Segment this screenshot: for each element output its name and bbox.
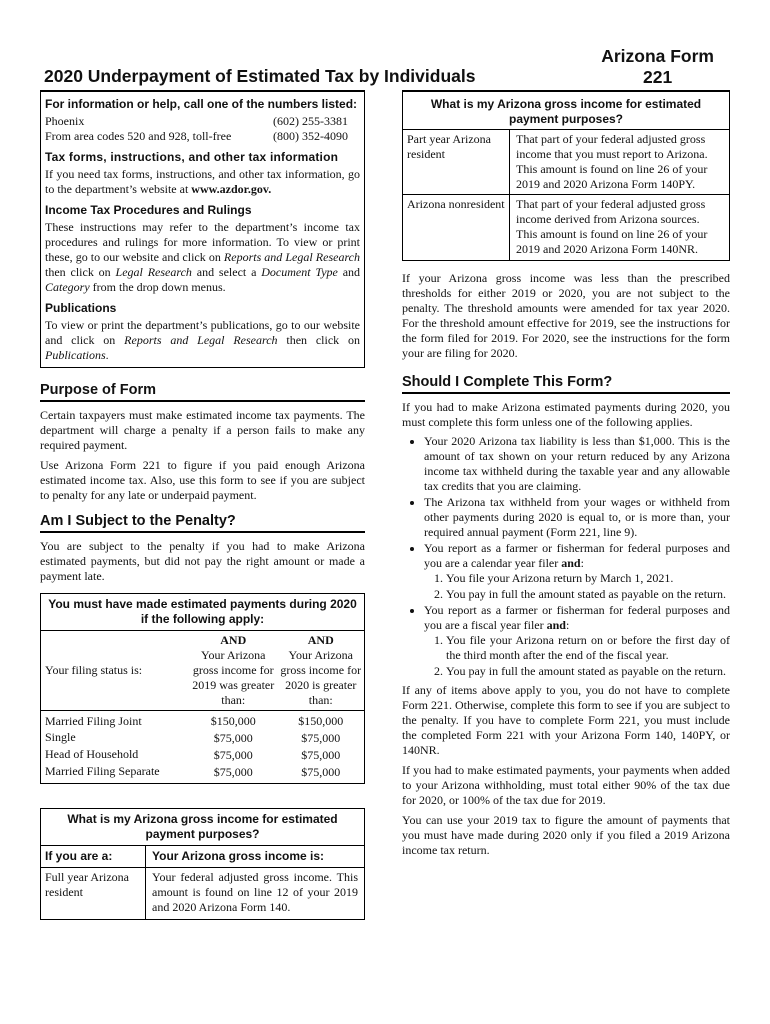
gross-table-h1: If you are a: [41,846,146,868]
phone-number: (800) 352-4090 [273,129,348,143]
info-box [40,92,365,368]
filing-status-label: Your filing status is: [41,631,190,711]
complete-heading: Should I Complete This Form? [402,374,730,394]
form-number-line2: 221 [643,67,673,87]
table-row: Married Filing Joint $150,000 $150,000 [45,714,344,728]
form-number [601,46,714,88]
complete-p3: You can use your 2019 tax to figure the amount of payments that you must have made during 2020 only if you filed a 2019 Arizona income tax return. [402,813,730,857]
info-header: For information or help, call one of the numbers listed: [45,97,358,111]
phone-label: From area codes 520 and 928, toll-free [45,129,232,143]
sub-list [424,633,730,679]
complete-intro: If you had to make Arizona estimated payments during 2020, you must complete this form unless one of the following applies. [402,400,730,429]
phone-row-phoenix [45,114,360,129]
complete-p1: If any of items above apply to you, you do not have to complete Form 221. Otherwise, complete this form to see if you are subject to the penalty. If you have to complete Form 221, you must include the completed Form 221 with your Arizona Form 140, 140PY, or 140NR. [402,683,730,757]
tax-forms-heading: Tax forms, instructions, and other tax information [45,150,339,164]
subject-heading: Am I Subject to the Penalty? [40,513,365,533]
table-row: Part year Arizona resident That part of your federal adjusted gross income that you must report to Arizona. This amount is found on line 26 of your 2019 and 2020 Arizona Form 140PY. [403,130,730,195]
threshold-paragraph: If your Arizona gross income was less than the prescribed thresholds for either 2019 or 2020, you are not subject to the penalty. The threshold amounts were amended for tax year 2020. For the threshold amount effective for 2019, see the instructions for the form filed for 2019. For 2020, see the instructions for the form your are filing for 2020. [402,271,730,360]
left-column [40,92,365,920]
list-item: • Your 2020 Arizona tax liability is less than $1,000. This is the amount of tax shown on your return reduced by any Arizona income tax withheld during the taxable year and any allowable tax credits that you are claiming. [424,434,730,494]
table-row: Married Filing Separate $75,000 $75,000 [45,764,341,779]
col-2019-header: AND Your Arizona gross income for 2019 was greater than: [189,631,278,711]
form-number-line1: Arizona Form [601,46,714,66]
document-title: 2020 Underpayment of Estimated Tax by Individuals [44,66,476,86]
phone-number: (602) 255-3381 [273,114,348,128]
gross-table-h2: Your Arizona gross income is: [146,846,365,868]
list-item: 1. You file your Arizona return by March 1, 2021. [446,571,730,586]
purpose-p2: Use Arizona Form 221 to figure if you paid enough Arizona estimated income tax. Also, use this form to see if you are subject to penalty for any late or underpaid payment. [40,458,365,502]
website-link[interactable]: www.azdor.gov. [191,182,272,196]
table-row: Full year Arizona resident Your federal adjusted gross income. This amount is found on line 12 of your 2019 and 2020 Arizona Form 140. [41,868,365,920]
list-item: 1. You file your Arizona return on or before the first day of the third month after the end of the fiscal year. [446,633,730,663]
gross-income-table-right [402,92,730,261]
purpose-heading: Purpose of Form [40,382,365,402]
list-item: • You report as a farmer or fisherman for federal purposes and you are a calendar year filer and: 1. You file your Arizona return by March 1, 2021. 2. You pay in full the amount stated as payable on the return. [424,541,730,602]
payments-table-title: You must have made estimated payments during 2020 if the following apply: [41,594,365,631]
table-row: Arizona nonresident That part of your federal adjusted gross income derived from Arizona sources. This amount is found on line 26 of your 2019 and 2020 Arizona Form 140NR. [403,195,730,261]
list-item: • You report as a farmer or fisherman for federal purposes and you are a fiscal year filer and: 1. You file your Arizona return on or before the first day of the third month after the end of the fiscal year. 2. You pay in full the amount stated as payable on the return. [424,603,730,679]
table-row: Head of Household $75,000 $75,000 [45,747,341,762]
phone-row-tollfree [45,129,360,144]
exceptions-list [402,434,730,679]
list-item: 2. You pay in full the amount stated as payable on the return. [446,587,730,602]
phone-label: Phoenix [45,114,85,128]
rulings-text: These instructions may refer to the department’s income tax procedures and rulings for more information. To view or print these, go to our website and click on Reports and Legal Research then click on Legal Research and select a Document Type and Category from the drop down menus. [45,220,361,294]
subject-p1: You are subject to the penalty if you had to make Arizona estimated payments, but did not pay the right amount or made a payment late. [40,539,365,583]
tax-forms-text: If you need tax forms, instructions, and other tax information, go to the department’s website at www.azdor.gov. [45,167,360,196]
table-row: Single $75,000 $75,000 [45,730,341,745]
gross-table-title: What is my Arizona gross income for estimated payment purposes? [41,809,365,846]
estimated-payments-table [40,593,365,784]
col-2020-header: AND Your Arizona gross income for 2020 is greater than: [278,631,365,711]
gross-table-title: What is my Arizona gross income for estimated payment purposes? [403,92,730,130]
sub-list [424,571,730,602]
list-item: 2. You pay in full the amount stated as payable on the return. [446,664,730,679]
gross-income-table-left [40,808,365,920]
publications-text: To view or print the department’s publications, go to our website and click on Reports and Legal Research then click on Publications. [45,318,361,362]
right-column [402,92,730,858]
rulings-heading: Income Tax Procedures and Rulings [45,203,252,217]
publications-heading: Publications [45,301,117,315]
complete-p2: If you had to make estimated payments, your payments when added to your Arizona withholding, must total either 90% of the tax due for 2020, or 100% of the tax due for 2019. [402,763,730,807]
purpose-p1: Certain taxpayers must make estimated income tax payments. The department will charge a penalty if a person fails to make any required payment. [40,408,365,452]
list-item: • The Arizona tax withheld from your wages or withheld from other payments during 2020 is equal to, or is more than, your required annual payment (Form 221, line 9). [424,495,730,540]
